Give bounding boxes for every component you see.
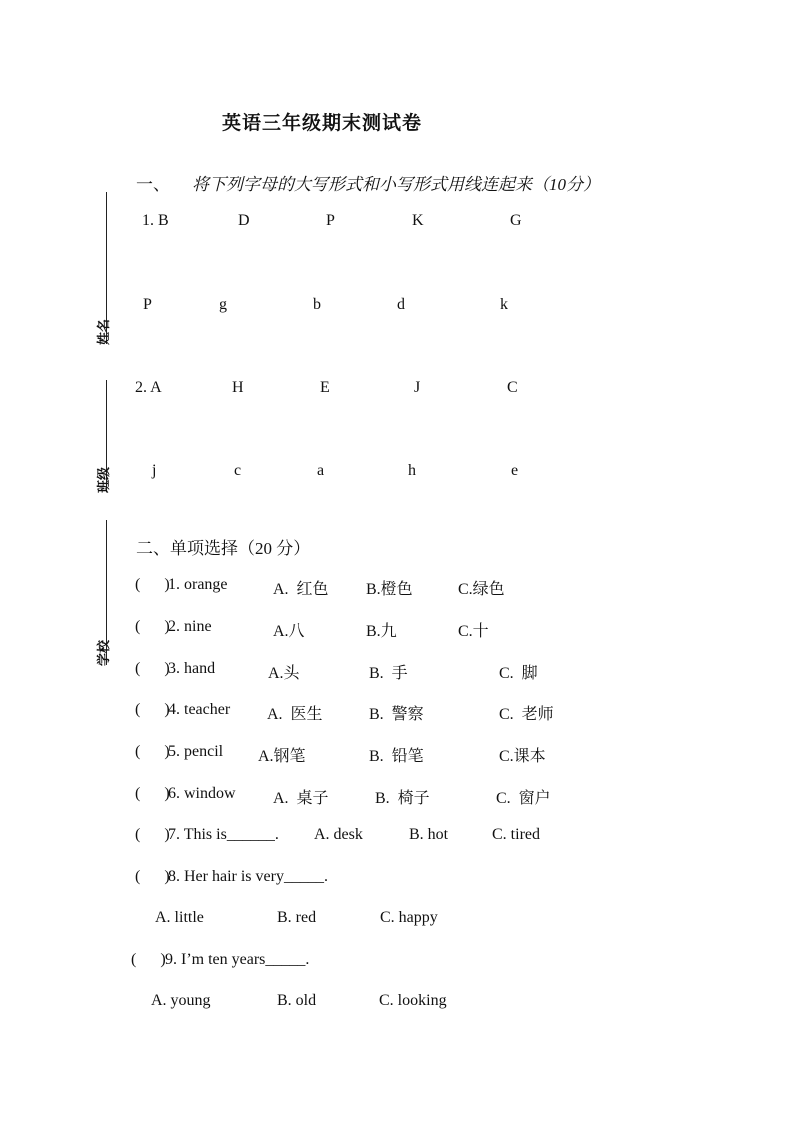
option-c: C. tired: [492, 826, 540, 843]
answer-paren[interactable]: ( ): [131, 951, 166, 968]
letter-lower: c: [234, 462, 242, 479]
question-text: 6. window: [168, 785, 236, 802]
question-text: 4. teacher: [168, 701, 231, 718]
option-b: B. red: [277, 909, 317, 926]
question-text: 1. orange: [168, 576, 228, 593]
letter-upper: E: [320, 379, 330, 396]
answer-paren[interactable]: ( ): [135, 785, 170, 802]
question-text: 2. nine: [168, 618, 212, 635]
option-a: A. 桌子: [273, 790, 329, 807]
school-label: 学校: [96, 639, 111, 666]
option-b: B. 铅笔: [369, 748, 424, 765]
option-c: C.绿色: [458, 581, 505, 598]
question-text: 7. This is______.: [168, 826, 279, 843]
option-c: C. happy: [380, 909, 438, 926]
class-label: 班级: [96, 466, 111, 493]
question-text: 8. Her hair is very_____.: [168, 868, 328, 885]
option-a: A. 红色: [273, 581, 329, 598]
letter-upper: C: [507, 379, 518, 396]
section2-heading: 二、单项选择（20 分）: [136, 539, 311, 558]
letter-lower: P: [143, 296, 152, 313]
option-b: B.九: [366, 623, 397, 640]
letter-upper: D: [238, 212, 250, 229]
option-a: A.头: [268, 665, 300, 682]
letter-upper: 2. A: [135, 379, 162, 396]
section1-heading: 将下列字母的大写形式和小写形式用线连起来（10分）: [192, 175, 600, 194]
letter-upper: H: [232, 379, 244, 396]
answer-paren[interactable]: ( ): [135, 618, 170, 635]
option-c: C. 窗户: [496, 790, 551, 807]
letter-lower: b: [313, 296, 321, 313]
answer-paren[interactable]: ( ): [135, 826, 170, 843]
letter-upper: J: [414, 379, 421, 396]
option-b: B. hot: [409, 826, 449, 843]
letter-lower: d: [397, 296, 405, 313]
answer-paren[interactable]: ( ): [135, 701, 170, 718]
letter-lower: j: [152, 462, 157, 479]
option-a: A. little: [155, 909, 204, 926]
letter-upper: 1. B: [142, 212, 169, 229]
letter-upper: G: [510, 212, 522, 229]
option-a: A. young: [151, 992, 211, 1009]
page-title: 英语三年级期末测试卷: [222, 113, 423, 134]
option-c: C. 老师: [499, 706, 554, 723]
answer-paren[interactable]: ( ): [135, 660, 170, 677]
option-a: A.八: [273, 623, 305, 640]
question-text: 3. hand: [168, 660, 216, 677]
answer-paren[interactable]: ( ): [135, 743, 170, 760]
option-b: B. 椅子: [375, 790, 430, 807]
option-b: B. 手: [369, 665, 408, 682]
letter-lower: a: [317, 462, 325, 479]
answer-paren[interactable]: ( ): [135, 576, 170, 593]
option-c: C. looking: [379, 992, 447, 1009]
option-a: A.钢笔: [258, 748, 306, 765]
question-text: 9. I’m ten years_____.: [165, 951, 310, 968]
option-c: C.十: [458, 623, 489, 640]
option-b: B. old: [277, 992, 317, 1009]
letter-lower: g: [219, 296, 227, 313]
option-b: B. 警察: [369, 706, 424, 723]
option-c: C.课本: [499, 748, 546, 765]
section1-number: 一、: [136, 175, 170, 194]
letter-upper: K: [412, 212, 424, 229]
option-a: A. 医生: [267, 706, 323, 723]
option-a: A. desk: [314, 826, 363, 843]
question-text: 5. pencil: [168, 743, 224, 760]
option-c: C. 脚: [499, 665, 538, 682]
letter-lower: k: [500, 296, 508, 313]
name-label: 姓名: [96, 318, 111, 345]
letter-lower: e: [511, 462, 519, 479]
letter-upper: P: [326, 212, 335, 229]
option-b: B.橙色: [366, 581, 413, 598]
answer-paren[interactable]: ( ): [135, 868, 170, 885]
letter-lower: h: [408, 462, 416, 479]
